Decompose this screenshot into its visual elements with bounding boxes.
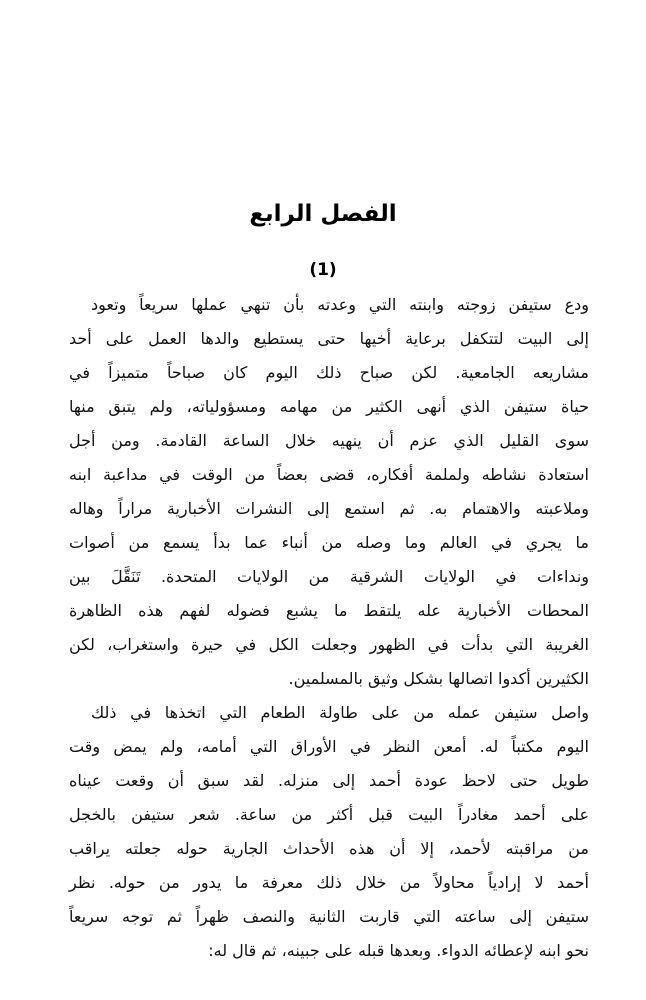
text-line: على أحمد مغادراً البيت قبل أكثر من ساعة. شعر ستيفن بالخجل [69, 805, 589, 824]
section-number: (1) [309, 260, 337, 280]
text-line: واصل ستيفن عمله من على طاولة الطعام التي اتخذها في ذلك [91, 703, 589, 722]
text-line: من مراقبته لأحمد، إلا أن هذه الأحداث الجارية حوله جعلته يراقب [69, 839, 589, 858]
chapter-title: الفصل الرابع [249, 201, 397, 227]
text-line: أحمد لا إرادياً محاولاً من خلال ذلك معرفة ما يدور من حوله. نظر [69, 873, 589, 892]
text-line: الغريبة التي بدأت في الظهور وجعلت الكل في حيرة واستغراب، لكن [69, 635, 589, 654]
text-line: ودع ستيفن زوجته وابنته التي وعدته بأن تنهي عملها سريعاً وتعود [91, 295, 589, 314]
text-line: ستيفن إلى ساعته التي قاربت الثانية والنصف ظهراً ثم توجه سريعاً [69, 907, 589, 926]
text-line: اليوم مكتباً له. أمعن النظر في الأوراق التي أمامه، ولم يمض وقت [69, 737, 589, 756]
text-line: الكثيرين أكدوا اتصالها بشكل وثيق بالمسلمين. [288, 669, 589, 688]
text-line: وملاعبته والاهتمام به. ثم استمع إلى النشرات الأخبارية مراراً وهاله [69, 499, 589, 518]
text-line: سوى القليل الذي عزم أن ينهيه خلال الساعة القادمة. ومن أجل [69, 431, 589, 450]
text-line: إلى البيت لتتكفل برعاية أخيها حتى يستطيع والدها العمل على أحد [69, 329, 589, 348]
text-line: ونداءات في الولايات الشرقية من الولايات المتحدة. تَنَقَّلَ بين [69, 567, 589, 586]
text-line: طويل حتى لاحظ عودة أحمد إلى منزله. لقد سبق أن وقعت عيناه [69, 771, 589, 790]
text-line: حياة ستيفن الذي أنهى الكثير من مهامه ومسؤولياته، ولم يتبق منها [69, 397, 589, 416]
text-line: ما يجري في العالم وما وصله من أنباء عما بدأ يسمع من أصوات [69, 533, 589, 552]
text-line: المحطات الأخبارية عله يلتقط ما يشبع فضوله لفهم هذه الظاهرة [69, 601, 589, 620]
text-line: استعادة نشاطه ولملمة أفكاره، قضى بعضاً من الوقت في مداعبة ابنه [69, 465, 589, 484]
text-line: مشاريعه الجامعية. لكن صباح ذلك اليوم كان صباحاً متميزاً في [69, 363, 589, 382]
text-line: نحو ابنه لإعطائه الدواء. وبعدها قبله على جبينه، ثم قال له: [208, 941, 589, 960]
